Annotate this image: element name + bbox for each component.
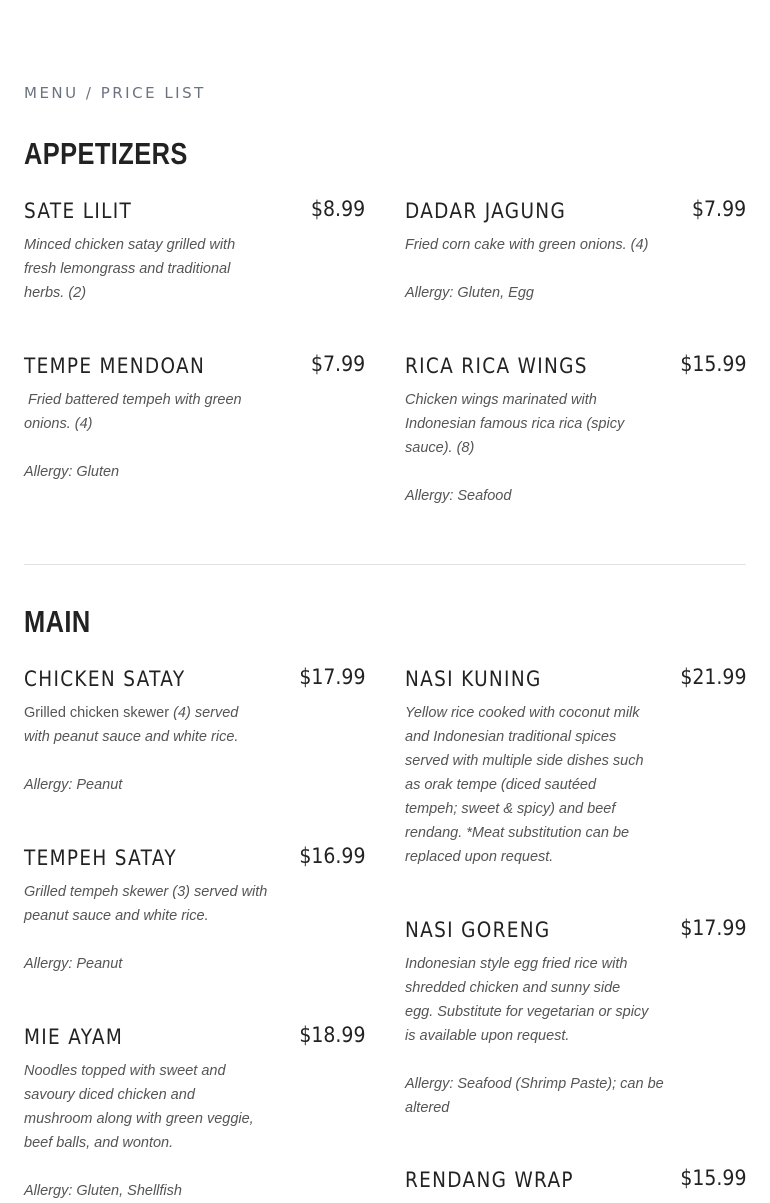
item-price: $16.99 bbox=[298, 844, 365, 868]
item-name: CHICKEN SATAY bbox=[24, 667, 186, 691]
item-description-italic: (4) served with peanut sauce and white rice. bbox=[24, 705, 239, 745]
item-allergy: Allergy: Gluten, Egg bbox=[405, 285, 534, 301]
item-allergy: Allergy: Seafood (Shrimp Paste); can be altered bbox=[405, 1076, 664, 1116]
item-price: $7.99 bbox=[310, 352, 365, 376]
item-name: DADAR JAGUNG bbox=[405, 199, 567, 223]
item-allergy: Allergy: Seafood bbox=[405, 488, 512, 504]
item-price: $18.99 bbox=[298, 1023, 365, 1047]
item-allergy: Allergy: Peanut bbox=[24, 956, 123, 972]
item-price: $7.99 bbox=[691, 197, 746, 221]
section-title-appetizers: APPETIZERS bbox=[24, 136, 188, 171]
item-description: Minced chicken satay grilled with fresh lemongrass and traditional herbs. (2) bbox=[24, 237, 236, 301]
item-description: Noodles topped with sweet and savoury diced chicken and mushroom along with green veggie, beef balls, and wonton. bbox=[24, 1063, 254, 1151]
item-price: $8.99 bbox=[310, 197, 365, 221]
item-description: Chicken wings marinated with Indonesian famous rica rica (spicy sauce). (8) bbox=[405, 392, 625, 456]
item-description: Indonesian style egg fried rice with shredded chicken and sunny side egg. Substitute for vegetarian or spicy is available upon request. bbox=[405, 956, 649, 1044]
item-description: Grilled tempeh skewer (3) served with peanut sauce and white rice. bbox=[24, 884, 268, 924]
item-allergy: Allergy: Peanut bbox=[24, 777, 123, 793]
item-description: Fried corn cake with green onions. (4) bbox=[405, 237, 649, 253]
item-name: RENDANG WRAP bbox=[405, 1168, 574, 1192]
item-description: Fried battered tempeh with green onions. (4) bbox=[24, 392, 246, 432]
item-allergy: Allergy: Gluten, Shellfish bbox=[24, 1183, 182, 1199]
item-price: $15.99 bbox=[679, 352, 746, 376]
item-price: $21.99 bbox=[679, 665, 746, 689]
item-description-plain: Grilled chicken skewer bbox=[24, 705, 174, 721]
item-description bbox=[24, 701, 268, 749]
item-name: NASI KUNING bbox=[405, 667, 542, 691]
breadcrumb: MENU / PRICE LIST bbox=[24, 84, 206, 102]
item-name: RICA RICA WINGS bbox=[405, 354, 588, 378]
item-price: $17.99 bbox=[298, 665, 365, 689]
section-title-main: MAIN bbox=[24, 604, 91, 639]
section-divider bbox=[24, 564, 746, 565]
item-name: TEMPEH SATAY bbox=[24, 846, 177, 870]
item-name: TEMPE MENDOAN bbox=[24, 354, 206, 378]
item-price: $17.99 bbox=[679, 916, 746, 940]
item-allergy: Allergy: Gluten bbox=[24, 464, 120, 480]
item-price: $15.99 bbox=[679, 1166, 746, 1190]
item-description: Yellow rice cooked with coconut milk and Indonesian traditional spices served with multiple side dishes such as orak tempe (diced sautéed tempeh; sweet & spicy) and beef rendang. *Meat substitution can be replaced upon request. bbox=[405, 705, 644, 865]
item-name: MIE AYAM bbox=[24, 1025, 124, 1049]
item-name: NASI GORENG bbox=[405, 918, 551, 942]
item-name: SATE LILIT bbox=[24, 199, 133, 223]
